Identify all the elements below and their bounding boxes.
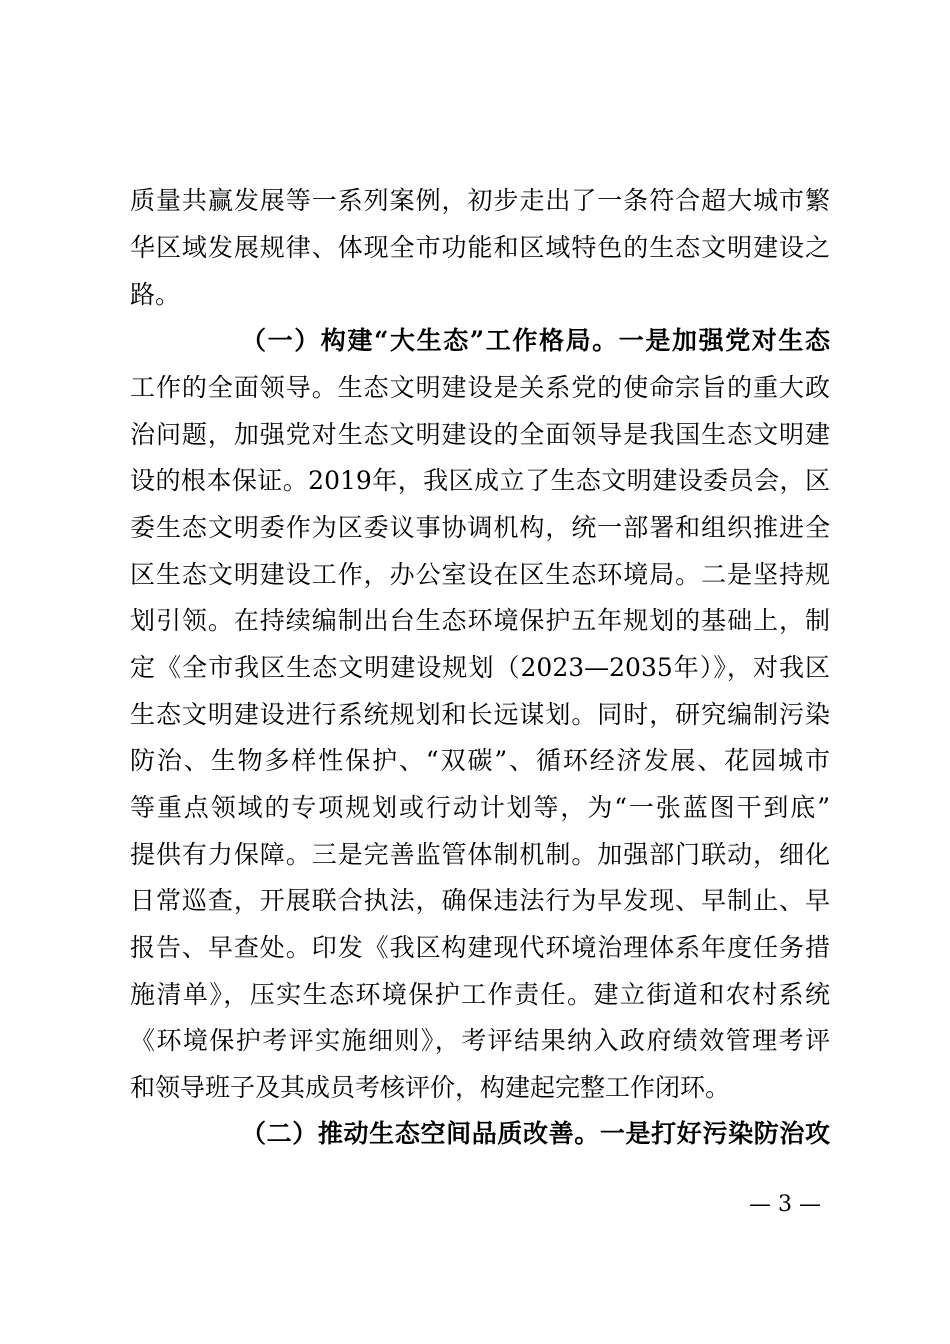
body-text-line: 报告、早查处。印发《我区构建现代环境治理体系年度任务措	[130, 933, 830, 962]
body-text-line: 设的根本保证。2019年，我区成立了生态文明建设委员会，区	[130, 466, 830, 495]
page-number: — 3 —	[749, 1192, 821, 1217]
body-text-line: 施清单》，压实生态环境保护工作责任。建立街道和农村系统	[130, 980, 830, 1009]
body-text-line: 等重点领域的专项规划或行动计划等，为“一张蓝图干到底”	[130, 793, 830, 822]
body-text-line: 划引领。在持续编制出台生态环境保护五年规划的基础上，制	[130, 606, 830, 635]
section-heading-1: （一）构建“大生态”工作格局。一是加强党对生态	[241, 326, 830, 355]
body-text-line: 路。	[130, 280, 181, 309]
body-text-line: 生态文明建设进行系统规划和长远谋划。同时，研究编制污染	[130, 700, 830, 729]
body-text-line: 治问题，加强党对生态文明建设的全面领导是我国生态文明建	[130, 420, 830, 449]
body-text-line: 定《全市我区生态文明建设规划（2023—2035年）》，对我区	[130, 653, 830, 682]
section-heading-2: （二）推动生态空间品质改善。一是打好污染防治攻	[241, 1119, 830, 1148]
body-text-line: 和领导班子及其成员考核评价，构建起完整工作闭环。	[130, 1073, 731, 1102]
body-text-line: 华区域发展规律、体现全市功能和区域特色的生态文明建设之	[130, 233, 830, 262]
body-text-line: 质量共赢发展等一系列案例，初步走出了一条符合超大城市繁	[130, 186, 830, 215]
body-text-line: 提供有力保障。三是完善监管体制机制。加强部门联动，细化	[130, 840, 830, 869]
body-text-line: 日常巡查，开展联合执法，确保违法行为早发现、早制止、早	[130, 886, 830, 915]
body-text-line: 工作的全面领导。生态文明建设是关系党的使命宗旨的重大政	[130, 373, 830, 402]
body-text-line: 防治、生物多样性保护、“双碳”、循环经济发展、花园城市	[130, 746, 830, 775]
body-text-line: 区生态文明建设工作，办公室设在区生态环境局。二是坚持规	[130, 560, 830, 589]
body-text-line: 《环境保护考评实施细则》，考评结果纳入政府绩效管理考评	[130, 1026, 830, 1055]
body-text-line: 委生态文明委作为区委议事协调机构，统一部署和组织推进全	[130, 513, 830, 542]
